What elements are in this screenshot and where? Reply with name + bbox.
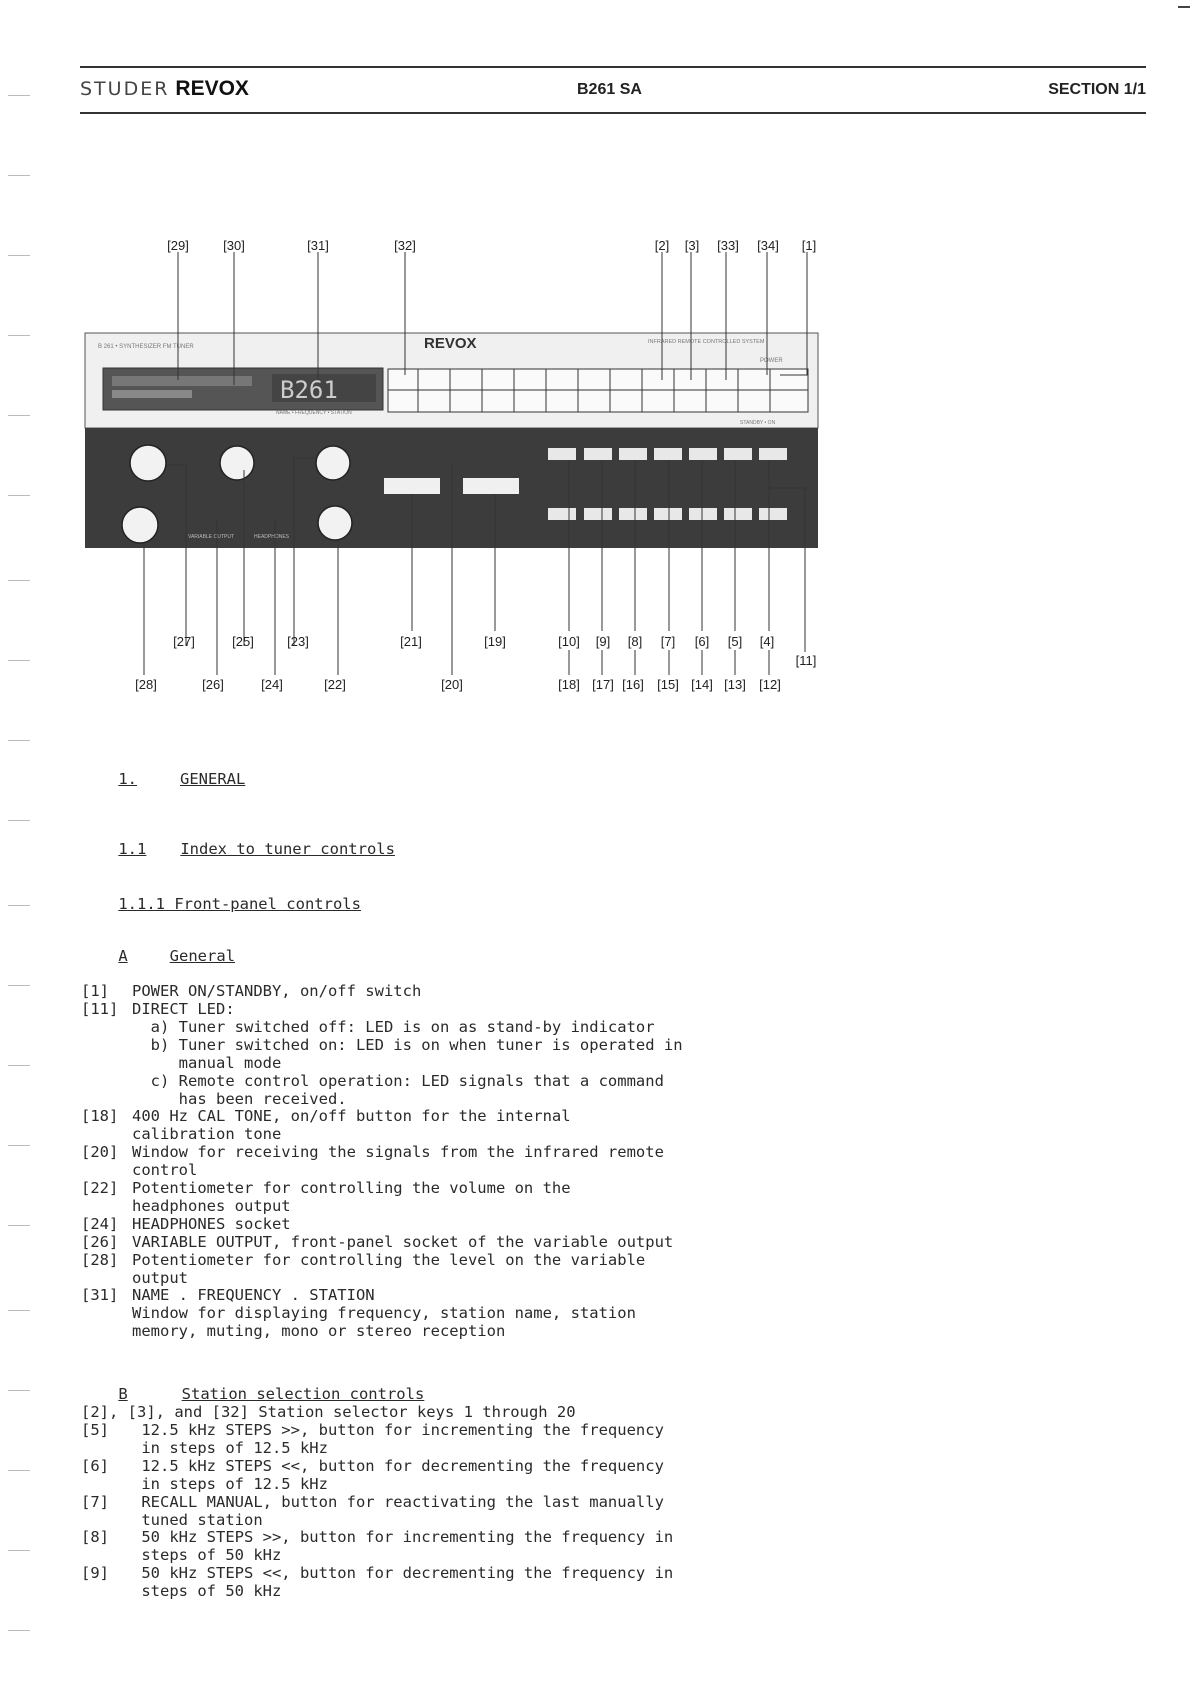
callout-13: [13] bbox=[724, 677, 746, 692]
station-key-grid bbox=[388, 369, 808, 412]
control-ref: [18] bbox=[81, 1107, 119, 1126]
callout-21: [21] bbox=[400, 634, 422, 649]
control-description: POWER ON/STANDBY, on/off switch bbox=[132, 982, 422, 1000]
callout-30: [30] bbox=[223, 238, 245, 253]
control-entry bbox=[81, 1286, 636, 1341]
callout-34: [34] bbox=[757, 238, 779, 253]
control-description: Potentiometer for controlling the volume on the headphones output bbox=[132, 1178, 571, 1215]
control-entry bbox=[81, 1456, 664, 1493]
control-ref: [11] bbox=[81, 999, 119, 1018]
callout-1: [1] bbox=[801, 238, 817, 253]
panel-brand: REVOX bbox=[424, 335, 477, 352]
power-label: POWER bbox=[760, 358, 783, 364]
front-panel-diagram bbox=[0, 0, 1190, 720]
control-entry bbox=[81, 1492, 664, 1529]
callout-5: [5] bbox=[727, 634, 743, 649]
callout-7: [7] bbox=[660, 634, 676, 649]
control-description: Window for receiving the signals from the infrared remote control bbox=[132, 1143, 664, 1180]
callout-6: [6] bbox=[694, 634, 710, 649]
callout-14: [14] bbox=[691, 677, 713, 692]
control-description: VARIABLE OUTPUT, front-panel socket of the variable output bbox=[132, 1232, 674, 1251]
heading-1: 1. GENERAL bbox=[118, 770, 246, 788]
control-entry bbox=[81, 1143, 664, 1180]
heading-a: A General bbox=[118, 947, 235, 965]
callout-27: [27] bbox=[173, 634, 195, 649]
control-ref: [22] bbox=[81, 1178, 119, 1197]
variable-output-label: VARIABLE OUTPUT bbox=[188, 534, 235, 540]
callout-2: [2] bbox=[654, 238, 670, 253]
control-entry bbox=[81, 999, 683, 1108]
control-entry bbox=[81, 1214, 291, 1233]
heading-b: B Station selection controls bbox=[118, 1385, 425, 1403]
control-entry bbox=[81, 1232, 674, 1251]
callout-23: [23] bbox=[287, 634, 309, 649]
callout-9: [9] bbox=[595, 634, 611, 649]
control-description: 12.5 kHz STEPS >>, button for incrementing the frequency in steps of 12.5 kHz bbox=[141, 1420, 664, 1457]
callout-22: [22] bbox=[324, 677, 346, 692]
callout-10: [10] bbox=[558, 634, 580, 649]
heading-1-1: 1.1 Index to tuner controls bbox=[118, 840, 395, 858]
standby-label: STANDBY • ON bbox=[740, 420, 776, 426]
control-entry bbox=[81, 982, 422, 1000]
callout-12: [12] bbox=[759, 677, 781, 692]
control-ref: [20] bbox=[81, 1143, 119, 1162]
panel-irc-label: INFRARED REMOTE CONTROLLED SYSTEM bbox=[648, 339, 765, 345]
callout-3: [3] bbox=[684, 238, 700, 253]
control-ref: [6] bbox=[81, 1456, 109, 1475]
section-number: SECTION 1/1 bbox=[1048, 81, 1146, 98]
control-description: Potentiometer for controlling the level on the variable output bbox=[132, 1250, 646, 1287]
control-ref: [2], [3], and [32] bbox=[81, 1403, 249, 1421]
callout-24: [24] bbox=[261, 677, 283, 692]
control-ref: [5] bbox=[81, 1420, 109, 1439]
control-ref: [7] bbox=[81, 1492, 109, 1511]
control-description: NAME . FREQUENCY . STATION Window for displaying frequency, station name, station memory, muting, mono or stereo reception bbox=[132, 1286, 636, 1341]
callout-31: [31] bbox=[307, 238, 329, 253]
callout-28: [28] bbox=[135, 677, 157, 692]
headphones-label: HEADPHONES bbox=[254, 534, 290, 540]
control-entry bbox=[81, 1528, 674, 1565]
display-readout: B261 bbox=[280, 376, 338, 404]
callout-8: [8] bbox=[627, 634, 643, 649]
control-description: 400 Hz CAL TONE, on/off button for the internal calibration tone bbox=[132, 1107, 571, 1144]
control-description: 50 kHz STEPS <<, button for decrementing the frequency in steps of 50 kHz bbox=[141, 1564, 674, 1601]
model-number: B261 SA bbox=[577, 81, 642, 98]
control-description: 12.5 kHz STEPS <<, button for decrementing the frequency in steps of 12.5 kHz bbox=[141, 1456, 664, 1493]
control-entry bbox=[81, 1250, 646, 1287]
control-description: RECALL MANUAL, button for reactivating the last manually tuned station bbox=[141, 1492, 664, 1529]
control-ref: [26] bbox=[81, 1232, 119, 1251]
callout-29: [29] bbox=[167, 238, 189, 253]
heading-1-1-1: 1.1.1 Front-panel controls bbox=[118, 895, 361, 913]
control-ref: [1] bbox=[81, 982, 109, 1000]
callout-26: [26] bbox=[202, 677, 224, 692]
callout-33: [33] bbox=[717, 238, 739, 253]
control-description: HEADPHONES socket bbox=[132, 1214, 291, 1233]
control-ref: [28] bbox=[81, 1250, 119, 1269]
control-description: DIRECT LED: a) Tuner switched off: LED is on as stand-by indicator b) Tuner switched on: LED is on when tuner is operated in manual mode c) Remote control operation: LED signals that a command has been received. bbox=[132, 999, 683, 1108]
control-description: 50 kHz STEPS >>, button for incrementing the frequency in steps of 50 kHz bbox=[141, 1528, 674, 1565]
control-entry bbox=[81, 1403, 576, 1421]
callout-18: [18] bbox=[558, 677, 580, 692]
callout-20: [20] bbox=[441, 677, 463, 692]
callout-25: [25] bbox=[232, 634, 254, 649]
control-ref: [31] bbox=[81, 1286, 119, 1305]
control-ref: [9] bbox=[81, 1564, 109, 1583]
callout-15: [15] bbox=[657, 677, 679, 692]
callout-17: [17] bbox=[592, 677, 614, 692]
callout-4: [4] bbox=[759, 634, 775, 649]
control-entry bbox=[81, 1420, 664, 1457]
control-entry bbox=[81, 1107, 571, 1144]
panel-model-label: B 261 • SYNTHESIZER FM TUNER bbox=[98, 344, 194, 350]
studer-revox-logo: STUDER REVOX bbox=[80, 77, 249, 100]
control-description: Station selector keys 1 through 20 bbox=[248, 1403, 576, 1421]
callout-16: [16] bbox=[622, 677, 644, 692]
control-ref: [8] bbox=[81, 1528, 109, 1547]
control-entry bbox=[81, 1564, 674, 1601]
control-entry bbox=[81, 1178, 571, 1215]
callout-11: [11] bbox=[795, 653, 817, 668]
control-ref: [24] bbox=[81, 1214, 119, 1233]
display-caption: NAME • FREQUENCY • STATION bbox=[276, 410, 352, 416]
callout-32: [32] bbox=[394, 238, 416, 253]
callout-19: [19] bbox=[484, 634, 506, 649]
